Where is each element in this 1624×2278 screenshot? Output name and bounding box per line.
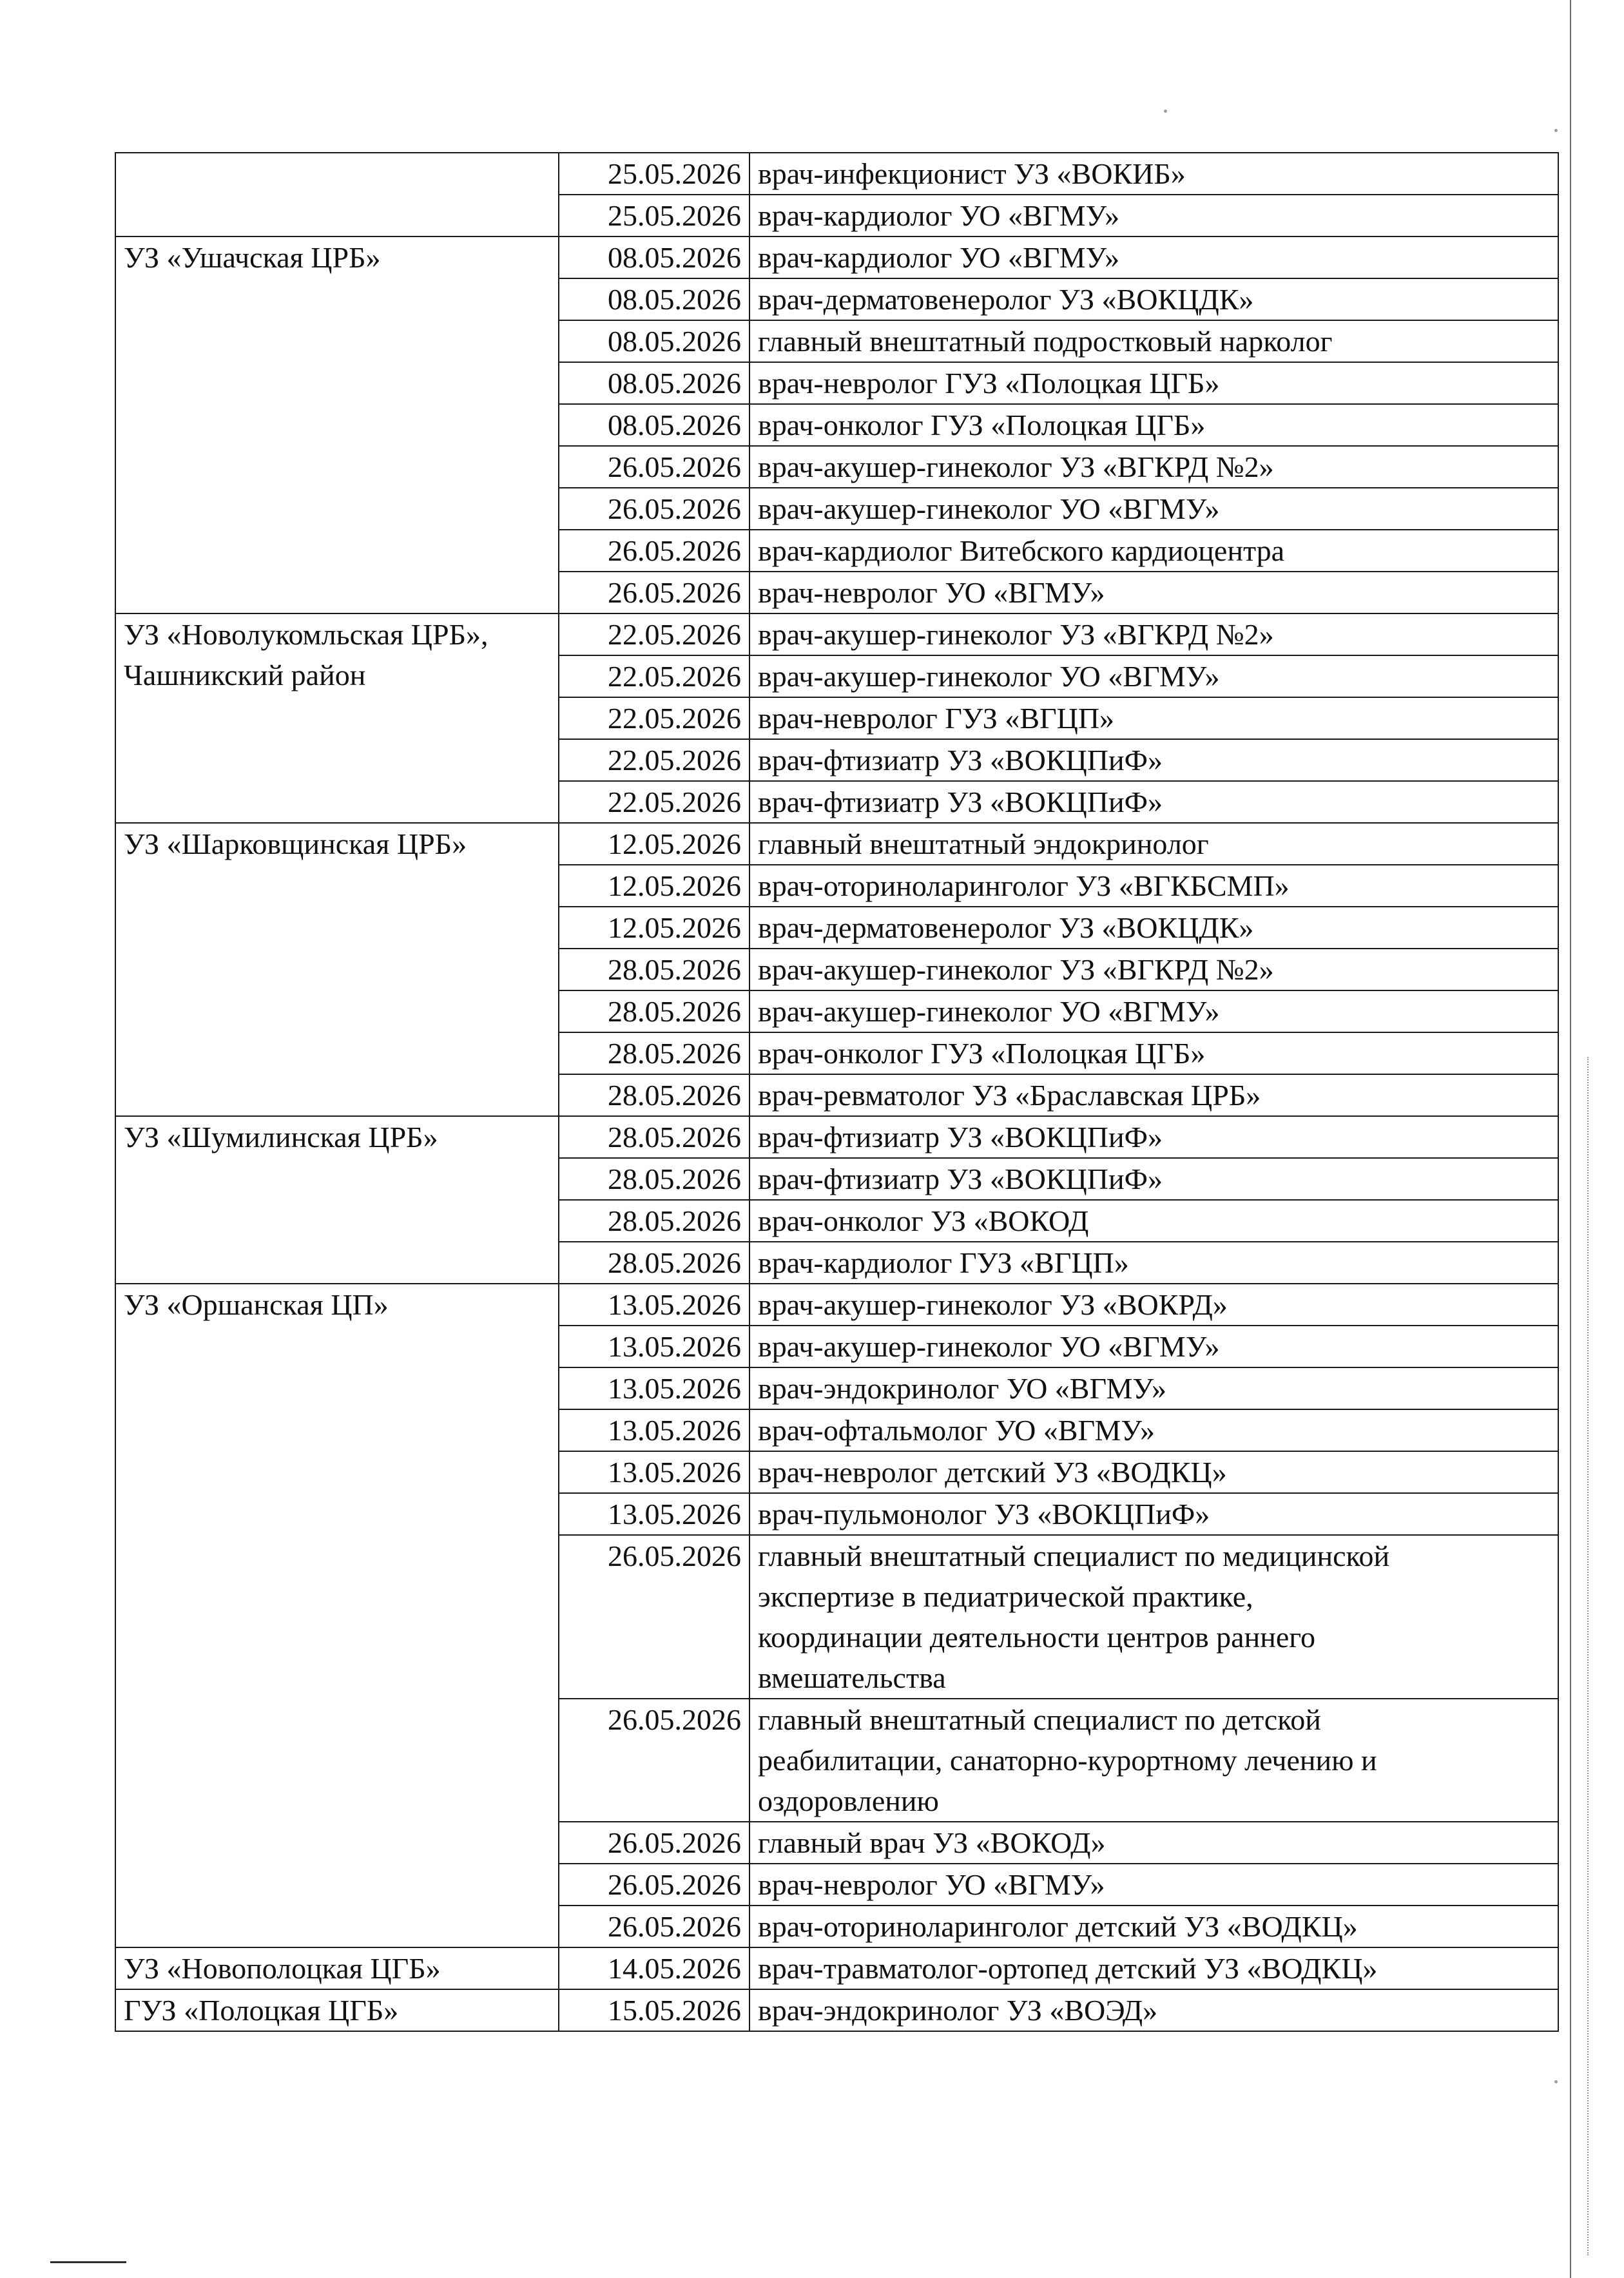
specialist-cell: [749, 1493, 1558, 1535]
table-row: [115, 1947, 1558, 1989]
specialist-line: врач-кардиолог УО «ВГМУ»: [758, 199, 1120, 232]
specialist-line: вмешательства: [758, 1661, 946, 1694]
table-row: [115, 823, 1558, 865]
specialist-line: врач-фтизиатр УЗ «ВОКЦПиФ»: [758, 1163, 1163, 1195]
specialist-line: врач-пульмонолог УЗ «ВОКЦПиФ»: [758, 1498, 1210, 1530]
specialist-cell: [749, 1864, 1558, 1906]
date-cell: 26.05.2026: [559, 530, 749, 572]
specialist-cell: [749, 404, 1558, 446]
date-cell: 26.05.2026: [559, 488, 749, 530]
specialist-line: главный внештатный специалист по детской: [758, 1703, 1321, 1736]
specialist-line: врач-кардиолог ГУЗ «ВГЦП»: [758, 1246, 1129, 1279]
specialist-line: экспертизе в педиатрической практике,: [758, 1580, 1253, 1613]
date-cell: 13.05.2026: [559, 1451, 749, 1493]
specialist-cell: [749, 990, 1558, 1032]
specialist-cell: [749, 488, 1558, 530]
date-cell: 26.05.2026: [559, 1535, 749, 1699]
specialist-cell: [749, 823, 1558, 865]
table-row: [115, 1284, 1558, 1326]
specialist-line: врач-онколог ГУЗ «Полоцкая ЦГБ»: [758, 409, 1206, 441]
date-cell: 26.05.2026: [559, 1864, 749, 1906]
date-cell: 28.05.2026: [559, 949, 749, 990]
date-cell: 25.05.2026: [559, 153, 749, 195]
specialist-cell: [749, 1116, 1558, 1158]
scan-speck: [1164, 110, 1167, 113]
specialist-cell: [749, 1822, 1558, 1864]
institution-cell: [115, 153, 559, 236]
date-cell: 28.05.2026: [559, 990, 749, 1032]
specialist-line: врач-дерматовенеролог УЗ «ВОКЦДК»: [758, 283, 1254, 316]
specialist-line: врач-дерматовенеролог УЗ «ВОКЦДК»: [758, 911, 1254, 944]
date-cell: 28.05.2026: [559, 1032, 749, 1074]
date-cell: 28.05.2026: [559, 1242, 749, 1284]
specialist-cell: [749, 907, 1558, 949]
specialist-line: врач-онколог УЗ «ВОКОД: [758, 1204, 1089, 1237]
date-cell: 25.05.2026: [559, 195, 749, 236]
specialist-line: врач-акушер-гинеколог УО «ВГМУ»: [758, 1330, 1220, 1363]
scan-edge-dots: [1587, 1057, 1590, 2255]
specialist-line: врач-эндокринолог УЗ «ВОЭД»: [758, 1994, 1158, 2027]
specialist-line: врач-фтизиатр УЗ «ВОКЦПиФ»: [758, 744, 1163, 777]
specialist-cell: [749, 697, 1558, 739]
specialist-line: врач-кардиолог УО «ВГМУ»: [758, 241, 1120, 274]
date-cell: 28.05.2026: [559, 1200, 749, 1242]
date-cell: 08.05.2026: [559, 320, 749, 362]
specialist-line: врач-акушер-гинеколог УО «ВГМУ»: [758, 492, 1220, 525]
specialist-line: врач-невролог УО «ВГМУ»: [758, 1868, 1105, 1901]
specialist-cell: [749, 236, 1558, 278]
specialist-cell: [749, 781, 1558, 823]
specialist-cell: [749, 153, 1558, 195]
specialist-line: врач-акушер-гинеколог УО «ВГМУ»: [758, 995, 1220, 1028]
specialist-line: главный внештатный эндокринолог: [758, 827, 1209, 860]
date-cell: 28.05.2026: [559, 1116, 749, 1158]
specialist-cell: [749, 613, 1558, 655]
institution-cell: УЗ «Шарковщинская ЦРБ»: [115, 823, 559, 1116]
institution-cell: УЗ «Ушачская ЦРБ»: [115, 236, 559, 613]
specialist-cell: [749, 1535, 1558, 1699]
schedule-table: [115, 152, 1559, 2032]
specialist-line: врач-акушер-гинеколог УЗ «ВГКРД №2»: [758, 618, 1274, 651]
specialist-cell: [749, 655, 1558, 697]
date-cell: 28.05.2026: [559, 1074, 749, 1116]
date-cell: 08.05.2026: [559, 236, 749, 278]
schedule-table-body: [115, 153, 1558, 2031]
specialist-cell: [749, 949, 1558, 990]
specialist-line: врач-оториноларинголог УЗ «ВГКБСМП»: [758, 869, 1290, 902]
date-cell: 08.05.2026: [559, 404, 749, 446]
table-row: [115, 1116, 1558, 1158]
specialist-cell: [749, 1451, 1558, 1493]
specialist-line: врач-оториноларинголог детский УЗ «ВОДКЦ»: [758, 1910, 1358, 1943]
specialist-line: главный внештатный подростковый нарколог: [758, 325, 1333, 358]
specialist-line: врач-инфекционист УЗ «ВОКИБ»: [758, 157, 1186, 190]
specialist-line: врач-акушер-гинеколог УЗ «ВГКРД №2»: [758, 953, 1274, 986]
specialist-line: реабилитации, санаторно-курортному лечению и: [758, 1744, 1377, 1777]
specialist-line: врач-кардиолог Витебского кардиоцентра: [758, 534, 1285, 567]
specialist-cell: [749, 1074, 1558, 1116]
specialist-line: врач-фтизиатр УЗ «ВОКЦПиФ»: [758, 786, 1163, 818]
specialist-cell: [749, 1906, 1558, 1947]
date-cell: 22.05.2026: [559, 781, 749, 823]
date-cell: 26.05.2026: [559, 1699, 749, 1822]
date-cell: 22.05.2026: [559, 655, 749, 697]
specialist-cell: [749, 1242, 1558, 1284]
institution-cell: УЗ «Шумилинская ЦРБ»: [115, 1116, 559, 1284]
institution-cell: УЗ «Новополоцкая ЦГБ»: [115, 1947, 559, 1989]
date-cell: 26.05.2026: [559, 446, 749, 488]
date-cell: 13.05.2026: [559, 1367, 749, 1409]
date-cell: 26.05.2026: [559, 1822, 749, 1864]
specialist-cell: [749, 362, 1558, 404]
table-row: [115, 236, 1558, 278]
table-row: [115, 1989, 1558, 2031]
specialist-line: врач-ревматолог УЗ «Браславская ЦРБ»: [758, 1079, 1261, 1112]
specialist-line: врач-акушер-гинеколог УО «ВГМУ»: [758, 660, 1220, 693]
date-cell: 22.05.2026: [559, 739, 749, 781]
specialist-cell: [749, 572, 1558, 613]
scan-speck: [1554, 2080, 1558, 2083]
specialist-line: врач-акушер-гинеколог УЗ «ВГКРД №2»: [758, 450, 1274, 483]
scan-edge-line: [1570, 0, 1571, 2278]
specialist-cell: [749, 1367, 1558, 1409]
specialist-cell: [749, 1326, 1558, 1367]
specialist-cell: [749, 1200, 1558, 1242]
scan-speck: [1554, 129, 1558, 132]
specialist-line: врач-эндокринолог УО «ВГМУ»: [758, 1372, 1167, 1405]
specialist-line: врач-онколог ГУЗ «Полоцкая ЦГБ»: [758, 1037, 1206, 1070]
specialist-cell: [749, 1409, 1558, 1451]
date-cell: 12.05.2026: [559, 865, 749, 907]
date-cell: 13.05.2026: [559, 1409, 749, 1451]
specialist-cell: [749, 1989, 1558, 2031]
specialist-line: врач-невролог УО «ВГМУ»: [758, 576, 1105, 609]
specialist-cell: [749, 320, 1558, 362]
specialist-line: врач-невролог ГУЗ «Полоцкая ЦГБ»: [758, 367, 1220, 400]
specialist-line: главный врач УЗ «ВОКОД»: [758, 1826, 1106, 1859]
date-cell: 13.05.2026: [559, 1493, 749, 1535]
specialist-line: главный внештатный специалист по медицинской: [758, 1540, 1390, 1572]
table-row: [115, 613, 1558, 655]
date-cell: 08.05.2026: [559, 278, 749, 320]
date-cell: 28.05.2026: [559, 1158, 749, 1200]
date-cell: 26.05.2026: [559, 1906, 749, 1947]
specialist-cell: [749, 195, 1558, 236]
specialist-line: врач-невролог ГУЗ «ВГЦП»: [758, 702, 1115, 735]
specialist-line: врач-акушер-гинеколог УЗ «ВОКРД»: [758, 1288, 1228, 1321]
institution-cell: УЗ «Оршанская ЦП»: [115, 1284, 559, 1947]
specialist-cell: [749, 865, 1558, 907]
date-cell: 12.05.2026: [559, 907, 749, 949]
table-row: [115, 153, 1558, 195]
date-cell: 13.05.2026: [559, 1284, 749, 1326]
date-cell: 13.05.2026: [559, 1326, 749, 1367]
date-cell: 15.05.2026: [559, 1989, 749, 2031]
institution-cell: УЗ «Новолукомльская ЦРБ», Чашникский район: [115, 613, 559, 823]
specialist-line: оздоровлению: [758, 1784, 939, 1817]
specialist-cell: [749, 1947, 1558, 1989]
date-cell: 08.05.2026: [559, 362, 749, 404]
specialist-cell: [749, 739, 1558, 781]
specialist-line: координации деятельности центров раннего: [758, 1621, 1315, 1654]
date-cell: 22.05.2026: [559, 697, 749, 739]
date-cell: 26.05.2026: [559, 572, 749, 613]
specialist-cell: [749, 1699, 1558, 1822]
specialist-cell: [749, 1158, 1558, 1200]
specialist-cell: [749, 1032, 1558, 1074]
specialist-line: врач-офтальмолог УО «ВГМУ»: [758, 1414, 1155, 1447]
institution-cell: ГУЗ «Полоцкая ЦГБ»: [115, 1989, 559, 2031]
footer-rule: [50, 2261, 126, 2263]
date-cell: 12.05.2026: [559, 823, 749, 865]
specialist-line: врач-невролог детский УЗ «ВОДКЦ»: [758, 1456, 1227, 1489]
specialist-line: врач-фтизиатр УЗ «ВОКЦПиФ»: [758, 1121, 1163, 1153]
specialist-cell: [749, 278, 1558, 320]
date-cell: 14.05.2026: [559, 1947, 749, 1989]
specialist-cell: [749, 530, 1558, 572]
specialist-line: врач-травматолог-ортопед детский УЗ «ВОДКЦ»: [758, 1952, 1378, 1985]
specialist-cell: [749, 1284, 1558, 1326]
specialist-cell: [749, 446, 1558, 488]
date-cell: 22.05.2026: [559, 613, 749, 655]
